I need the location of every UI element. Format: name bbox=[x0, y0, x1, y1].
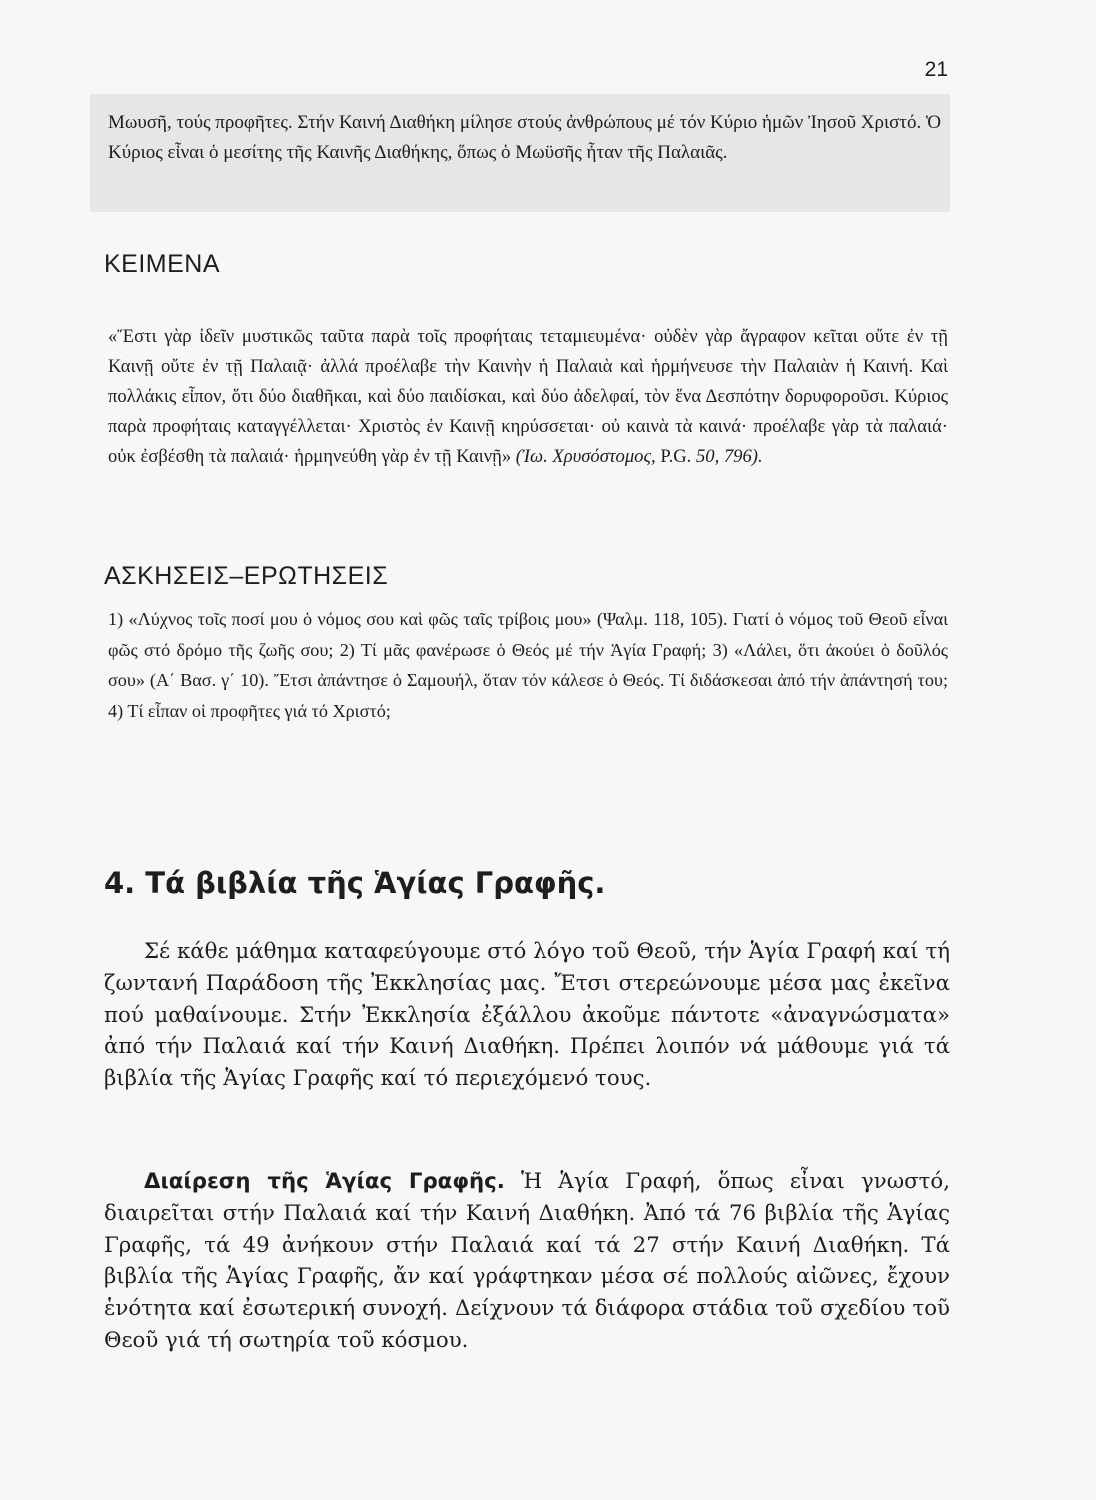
texts-quote-block bbox=[108, 322, 948, 472]
intro-paragraph: Μωυσῆ, τούς προφῆτες. Στήν Καινή Διαθήκη μίλησε στούς ἀνθρώπους μέ τόν Κύριο ἡμῶν Ἰησοῦ Χριστό. Ὁ Κύριος εἶναι ὁ μεσίτης τῆς Καινῆς Διαθήκης, ὅπως ὁ Μωϋσῆς ἦταν τῆς Παλαιᾶς. bbox=[108, 112, 941, 163]
chapter-paragraph-1: Σέ κάθε μάθημα καταφεύγουμε στό λόγο τοῦ Θεοῦ, τήν Ἁγία Γραφή καί τή ζωντανή Παράδοση τῆς Ἐκκλησίας μας. Ἔτσι στερεώνουμε μέσα μας ἐκεῖνα πού μαθαίνουμε. Στήν Ἐκκλησία ἐξάλλου ἀκοῦμε πάντοτε «ἀναγνώσματα» ἀπό τήν Παλαιά καί τήν Καινή Διαθήκη. Πρέπει λοιπόν νά μάθουμε γιά τά βιβλία τῆς Ἁγίας Γραφῆς καί τό περιεχόμενό τους. bbox=[104, 939, 950, 1092]
patristic-quote: «Ἔστι γὰρ ἰδεῖν μυστικῶς ταῦτα παρὰ τοῖς προφήταις τεταμιευμένα· οὐδὲν γὰρ ἄγραφον κεῖται οὔτε ἐν τῇ Καινῇ οὔτε ἐν τῇ Παλαιᾷ· ἀλλά προέλαβε τὴν Καινὴν ἡ Παλαιὰ καὶ ἡρμήνευσε τὴν Παλαιὰν ἡ Καινή. Καὶ πολλάκις εἶπον, ὅτι δύο διαθῆκαι, καὶ δύο παιδίσκαι, καὶ δύο ἀδελφαί, τὸν ἕνα Δεσπότην δορυφοροῦσι. Κύριος παρὰ προφήταις καταγγέλλεται· Χριστὸς ἐν Καινῇ κηρύσσεται· οὐ καινὰ τὰ καινά· προέλαβε γὰρ τὰ παλαιά· οὐκ ἐσβέσθη τὰ παλαιά· ἡρμηνεύθη γὰρ ἐν τῇ Καινῇ» bbox=[108, 326, 948, 467]
exercises-heading: ΑΣΚΗΣΕΙΣ–ΕΡΩΤΗΣΕΙΣ bbox=[104, 562, 389, 590]
page-number: 21 bbox=[924, 58, 948, 81]
citation-pg: P.G. bbox=[655, 446, 692, 467]
citation-reference: 50, 796). bbox=[691, 446, 763, 467]
chapter-paragraph-2 bbox=[104, 1166, 950, 1357]
section-body: Ἡ Ἁγία Γραφή, ὅπως εἶναι γνωστό, διαιρεῖται στήν Παλαιά καί τήν Καινή Διαθήκη. Ἀπό τά 76 βιβλία τῆς Ἁγίας Γραφῆς, τά 49 ἀνήκουν στήν Παλαιά καί τά 27 στήν Καινή Διαθήκη. Τά βιβλία τῆς Ἁγίας Γραφῆς, ἄν καί γράφτηκαν μέσα σέ πολλούς αἰῶνες, ἔχουν ἑνότητα καί ἐσωτερική συνοχή. Δείχνουν τά διάφορα στάδια τοῦ σχεδίου τοῦ Θεοῦ γιά τή σωτηρία τοῦ κόσμου. bbox=[104, 1169, 950, 1353]
citation-author: (Ἰω. Χρυσόστομος, bbox=[511, 446, 656, 467]
chapter-title: 4. Τά βιβλία τῆς Ἁγίας Γραφῆς. bbox=[104, 866, 606, 900]
exercises-text: 1) «Λύχνος τοῖς ποσί μου ὁ νόμος σου καὶ φῶς ταῖς τρίβοις μου» (Ψαλμ. 118, 105). Γιατί ὁ νόμος τοῦ Θεοῦ εἶναι φῶς στό δρόμο τῆς ζωῆς σου; 2) Τί μᾶς φανέρωσε ὁ Θεός μέ τήν Ἁγία Γραφή; 3) «Λάλει, ὅτι ἀκούει ὁ δοῦλός σου» (Α΄ Βασ. γ΄ 10). Ἔτσι ἀπάντησε ὁ Σαμουήλ, ὅταν τόν κάλεσε ὁ Θεός. Τί διδάσκεσαι ἀπό τήν ἀπάντησή του; 4) Τί εἶπαν οἱ προφῆτες γιά τό Χριστό; bbox=[108, 609, 948, 721]
texts-heading: ΚΕΙΜΕΝΑ bbox=[104, 250, 221, 278]
section-label: Διαίρεση τῆς Ἁγίας Γραφῆς. bbox=[144, 1169, 505, 1194]
